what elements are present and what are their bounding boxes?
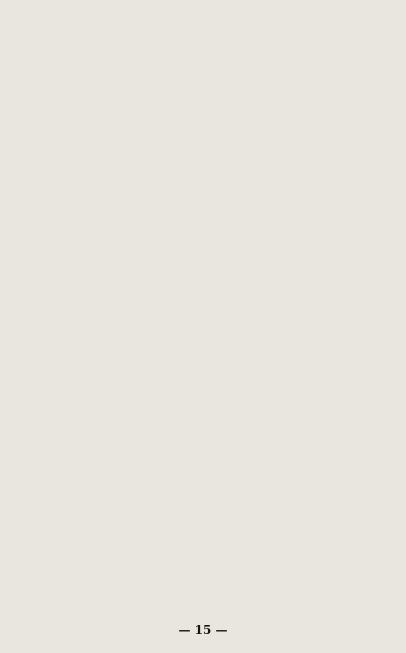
text-column (152, 20, 169, 608)
text-column (118, 20, 135, 608)
text-column (203, 20, 220, 608)
page-number: — 15 — (178, 623, 228, 637)
text-column (271, 20, 288, 608)
vertical-text-block (16, 20, 390, 608)
text-column (373, 20, 390, 608)
text-column (50, 20, 67, 608)
text-column (339, 20, 356, 608)
text-column (220, 20, 237, 608)
text-column (33, 20, 50, 608)
text-column (237, 20, 254, 608)
text-column (305, 20, 322, 608)
text-column (135, 20, 152, 608)
text-column (16, 20, 33, 608)
text-column (186, 20, 203, 608)
text-column (101, 20, 118, 608)
text-column (288, 20, 305, 608)
text-column (169, 20, 186, 608)
text-column (254, 20, 271, 608)
text-column (84, 20, 101, 608)
text-column (322, 20, 339, 608)
text-column (67, 20, 84, 608)
text-column (356, 20, 373, 608)
